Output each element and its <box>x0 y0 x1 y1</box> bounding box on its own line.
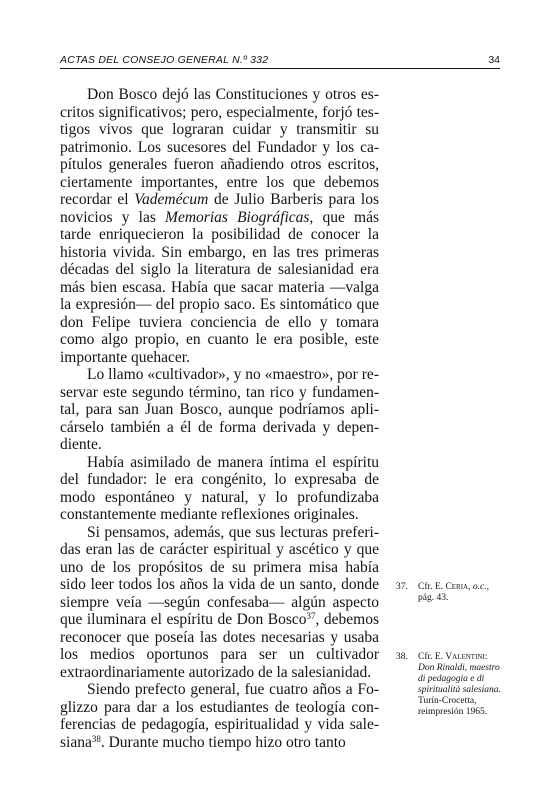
memorias-title: Memorias Biográficas, <box>165 208 314 226</box>
footnote-38-work: Don Rinaldi, maestro di pedagogia e di spiritualità salesiana. <box>418 663 501 695</box>
paragraph-1 <box>60 86 379 366</box>
footnote-38-text-a: Cfr. <box>418 652 435 662</box>
footnote-37-text-b: pág. 43. <box>418 593 449 603</box>
footnote-37-work: o.c., <box>470 582 489 592</box>
header-rule <box>60 68 500 69</box>
running-header <box>60 54 500 68</box>
paragraph-2: Lo llamo «cultivador», y no «maestro», por reservar este segundo término, tan rico y fundamental, para san Juan Bosco, aunque podríamos aplicárselo también a él de forma derivada y dependiente. <box>60 366 379 453</box>
footnote-38-number: 38. <box>396 652 408 662</box>
paragraph-4-text-a: Si pensamos, además, que sus lecturas preferidas eran las de carácter espiritual y ascético y que uno de los propósitos de su primera misa había sido leer todos los años la vida de un santo, donde siempre veía —según confesaba— algún aspecto que iluminara el espíritu de Don Bosco <box>60 523 379 628</box>
paragraph-5-text-b: . Durante mucho tiempo hizo otro tanto <box>100 733 346 751</box>
footnote-38 <box>396 652 502 718</box>
page-number: 34 <box>488 54 500 66</box>
paragraph-1-text-b: de Julio Barberis para los novicios y las <box>60 191 380 226</box>
paragraph-4 <box>60 524 379 682</box>
footnote-37-text-a: Cfr. <box>418 582 435 592</box>
vademecum-title: Vademécum <box>134 191 209 208</box>
footnote-ref-37: 37 <box>306 611 316 621</box>
paragraph-1-text-c: que más tarde enriquecieron la posibilidad de conocer la historia vivida. Sin embargo, en las tres primeras décadas del siglo la literatura de salesianidad era más bien escasa. Había que sacar materia —valga la expresión— del propio saco. Es sintomático que don Felipe tuviera conciencia de ello y tomara como algo propio, en cuanto le era posible, este importante quehacer. <box>60 208 380 366</box>
paragraph-5-text-a: Siendo prefecto general, fue cuatro años a Foglizzo para dar a los estudiantes de teología conferencias de pedagogía, espiritualidad y vida salesiana <box>60 681 379 751</box>
paragraph-1-text-a: Don Bosco dejó las Constituciones y otros escritos significativos; pero, especialmente, forjó testigos vivos que lograran cuidar y transmitir su patrimonio. Los sucesores del Fundador y los capítulos generales fueron añadiendo otros escritos, ciertamente importantes, entre los que debemos recordar el <box>60 86 379 208</box>
footnote-38-author: E. Valentini: <box>434 652 488 662</box>
paragraph-3: Había asimilado de manera íntima el espíritu del fundador: le era congénito, lo expresaba de modo espontáneo y natural, y lo profundizaba constantemente mediante reflexiones originales. <box>60 453 379 523</box>
paragraph-4-text-b: , debemos reconocer que poseía las dotes necesarias y usaba los medios oportunos para ser un cultivador extraordinariamente autorizado de la salesianidad. <box>60 611 379 681</box>
footnote-37 <box>396 582 502 604</box>
paragraph-5 <box>60 681 379 751</box>
footnote-ref-38: 38 <box>91 733 101 744</box>
running-header-title: ACTAS DEL CONSEJO GENERAL N.º 332 <box>60 54 269 66</box>
footnote-37-author: E. Ceria, <box>434 582 471 592</box>
footnote-38-text-b: Turín-Crocetta, reimpresión 1965. <box>418 696 488 717</box>
footnote-37-number: 37. <box>396 582 408 592</box>
main-text <box>60 86 379 751</box>
